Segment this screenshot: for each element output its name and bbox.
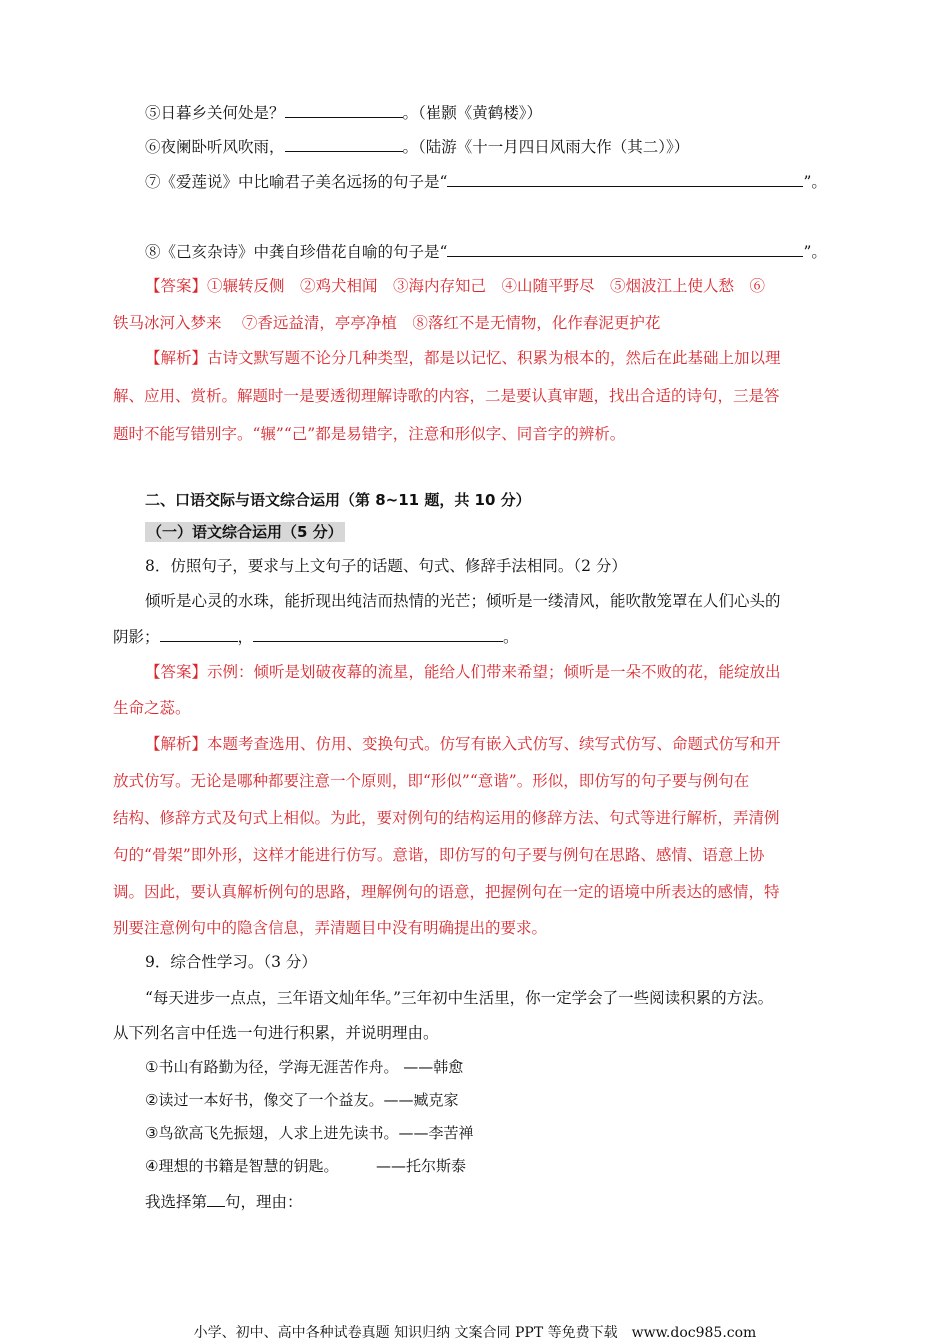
q8-period: 。 xyxy=(503,628,519,646)
q9-intro-line2: 从下列名言中任选一句进行积累，并说明理由。 xyxy=(113,1024,439,1042)
q7-blank xyxy=(447,172,803,187)
analysis1-text1: 古诗文默写题不论分几种类型，都是以记忆、积累为根本的，然后在此基础上加以理 xyxy=(207,349,781,367)
q5-source: 。（崔颢《黄鹤楼》） xyxy=(402,104,543,122)
answer1-line2: 铁马冰河入梦来 ⑦香远益清，亭亭净植 ⑧落红不是无情物，化作春泥更护花 xyxy=(113,314,661,332)
answer1-text1: ①辗转反侧 ②鸡犬相闻 ③海内存知己 ④山随平野尽 ⑤烟波江上使人愁 ⑥ xyxy=(207,277,766,295)
q9-quote-2: ②读过一本好书，像交了一个益友。——臧克家 xyxy=(145,1091,459,1109)
q6-text: ⑥夜阑卧听风吹雨， xyxy=(145,138,285,156)
q9-quote-4: ④理想的书籍是智慧的钥匙。 ——托尔斯泰 xyxy=(145,1157,466,1175)
q8-answer-tag: 【答案】 xyxy=(145,663,208,681)
q8-analysis-line5: 调。因此，要认真解析例句的思路，理解例句的语意，把握例句在一定的语境中所表达的感情，特 xyxy=(113,883,780,901)
q8-poem-line xyxy=(145,242,827,262)
q8-example-line1: 倾听是心灵的水珠，能折现出纯洁而热情的光芒；倾听是一缕清风，能吹散笼罩在人们心头的 xyxy=(145,592,781,610)
q8-answer-line1 xyxy=(145,662,781,682)
q8-analysis-tag: 【解析】 xyxy=(145,735,208,753)
page-footer: 小学、初中、高中各种试卷真题 知识归纳 文案合同 PPT 等免费下载 www.doc985.com xyxy=(193,1325,757,1341)
analysis1-tag: 【解析】 xyxy=(145,349,208,367)
q9-quote-1: ①书山有路勤为径，学海无涯苦作舟。 ——韩愈 xyxy=(145,1058,464,1076)
q9-intro-line1: “每天进步一点点，三年语文灿年华。”三年初中生活里，你一定学会了一些阅读积累的方法。 xyxy=(145,989,774,1007)
q5-line xyxy=(145,103,542,123)
analysis1-line1 xyxy=(145,348,781,368)
q6-blank xyxy=(285,137,403,152)
q8-analysis-line3: 结构、修辞方式及句式上相似。为此，要对例句的结构运用的修辞方法、句式等进行解析，弄清例 xyxy=(113,809,780,827)
q8-prompt-text: 阴影； xyxy=(113,628,160,646)
answer1-tag: 【答案】 xyxy=(145,277,208,295)
q9-quote-3: ③鸟欲高飞先振翅，人求上进先读书。——李苦禅 xyxy=(145,1124,474,1142)
q7-end: ”。 xyxy=(803,173,827,191)
q6-source: 。（陆游《十一月四日风雨大作（其二）》） xyxy=(402,138,690,156)
q8-analysis-line6: 别要注意例句中的隐含信息，弄清题目中没有明确提出的要求。 xyxy=(113,919,548,937)
q9-choice-line xyxy=(145,1192,303,1212)
q6-line xyxy=(145,137,689,157)
q8-analysis-line2: 放式仿写。无论是哪种都要注意一个原则，即“形似”“意谐”。形似，即仿写的句子要与例句在 xyxy=(113,772,750,790)
q8-example-line2 xyxy=(113,627,519,647)
subsection1-title-text: （一）语文综合运用（5 分） xyxy=(147,523,343,541)
subsection1-title xyxy=(145,522,345,542)
q9-choice-blank xyxy=(207,1192,225,1207)
q7-line xyxy=(145,172,827,192)
q5-blank xyxy=(285,103,403,118)
q8-analysis-line1 xyxy=(145,734,781,754)
q5-text: ⑤日暮乡关何处是？ xyxy=(145,104,285,122)
q7-text: ⑦《爱莲说》中比喻君子美名远扬的句子是“ xyxy=(145,173,448,191)
section2-title: 二、口语交际与语文综合运用（第 8~11 题，共 10 分） xyxy=(145,491,531,509)
q8-poem-text: ⑧《己亥杂诗》中龚自珍借花自喻的句子是“ xyxy=(145,243,448,261)
q9-choice-pre: 我选择第 xyxy=(145,1193,208,1211)
q9-title: 9．综合性学习。（3 分） xyxy=(145,953,317,971)
analysis1-line3: 题时不能写错别字。“辗”“己”都是易错字，注意和形似字、同音字的辨析。 xyxy=(113,425,626,443)
answer1-line1 xyxy=(145,276,765,296)
q8-blank-2 xyxy=(253,627,503,642)
q8-answer-text1: 示例：倾听是划破夜幕的流星，能给人们带来希望；倾听是一朵不败的花，能绽放出 xyxy=(207,663,781,681)
q8-title: 8．仿照句子，要求与上文句子的话题、句式、修辞手法相同。（2 分） xyxy=(145,557,627,575)
q8-comma: ， xyxy=(237,628,254,646)
q9-choice-post: 句，理由： xyxy=(225,1193,303,1211)
q8-blank-1 xyxy=(160,627,238,642)
q8-answer-line2: 生命之蕊。 xyxy=(113,699,191,717)
q8-analysis-text1: 本题考查选用、仿用、变换句式。仿写有嵌入式仿写、续写式仿写、命题式仿写和开 xyxy=(207,735,781,753)
q8-analysis-line4: 句的“骨架”即外形，这样才能进行仿写。意谐，即仿写的句子要与例句在思路、感情、语意上协 xyxy=(113,846,765,864)
analysis1-line2: 解、应用、赏析。解题时一是要透彻理解诗歌的内容，二是要认真审题，找出合适的诗句，三是答 xyxy=(113,387,780,405)
q8-poem-end: ”。 xyxy=(803,243,827,261)
q8-poem-blank xyxy=(447,242,803,257)
